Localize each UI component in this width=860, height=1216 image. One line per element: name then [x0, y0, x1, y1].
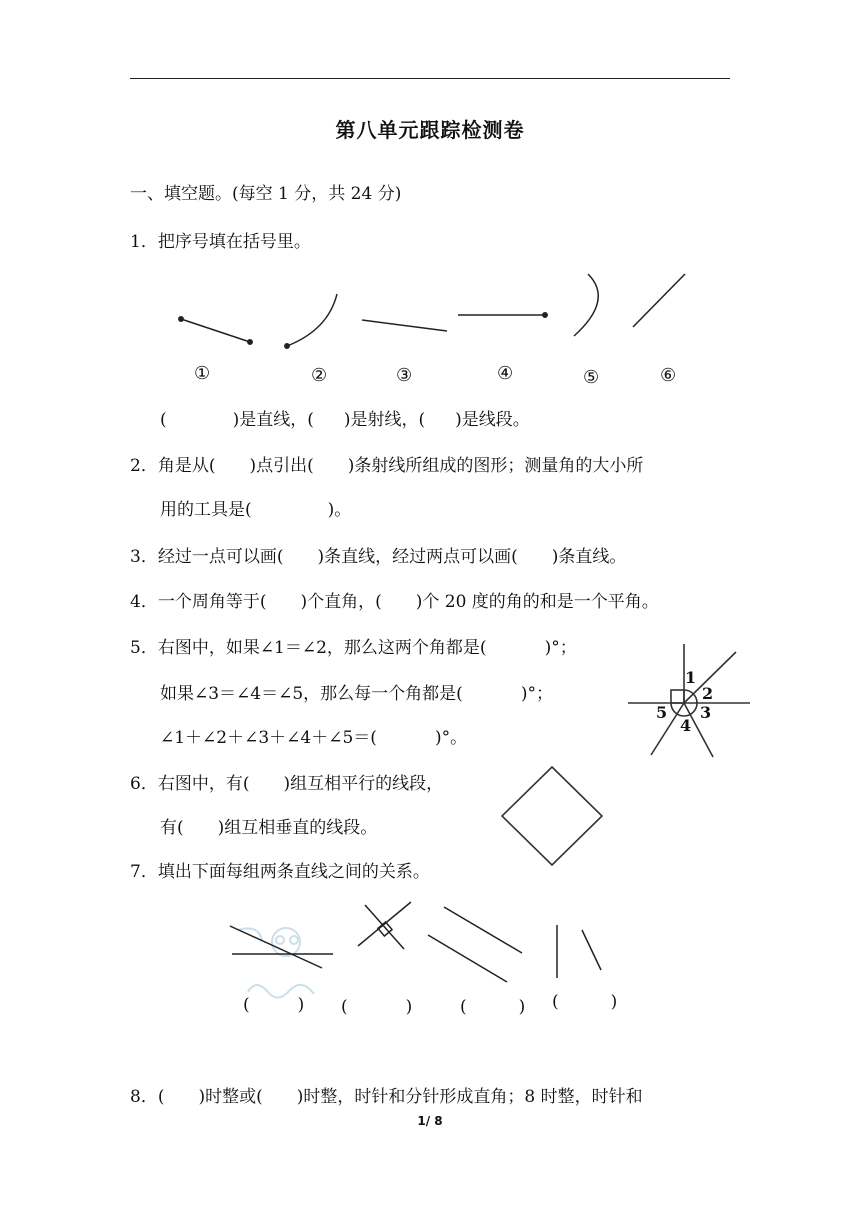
q8-text: )时整，时针和分针形成直角；8 时整，时针和	[296, 1087, 643, 1107]
q3-text: )条直线，经过两点可以画(	[317, 547, 518, 567]
figure-label-3: ③	[396, 365, 413, 386]
q4-text: 4．一个周角等于(	[130, 592, 267, 612]
angle-label-2: 2	[702, 684, 714, 703]
q8-text: 8．(	[130, 1087, 165, 1107]
paren: (	[243, 995, 250, 1015]
answer-text: )是射线，(	[343, 410, 426, 430]
paren: )	[518, 997, 526, 1017]
q8-line	[130, 1085, 643, 1109]
angle-label-1: 1	[685, 668, 697, 687]
angle-label-5: 5	[656, 703, 668, 722]
q2-text: )条射线所组成的图形；测量角的大小所	[347, 456, 644, 476]
answer-text: )是直线，(	[232, 410, 314, 430]
paren: )	[610, 992, 618, 1012]
figure-label-2: ②	[311, 365, 328, 386]
q6-text: )组互相平行的线段，	[283, 774, 444, 794]
q5-text: 如果∠3＝∠4＝∠5，那么每一个角都是(	[160, 684, 463, 704]
page-number: 1/ 8	[417, 1114, 443, 1128]
q7-blank-4	[552, 990, 617, 1014]
q2-text: )点引出(	[249, 456, 314, 476]
paren: (	[341, 997, 348, 1017]
q5-text: 5．右图中，如果∠1＝∠2，那么这两个角都是(	[130, 638, 487, 658]
q7-blank-2	[341, 995, 412, 1019]
figure-label-5: ⑤	[583, 367, 600, 388]
q2-text: )。	[327, 500, 352, 520]
figure-label-1: ①	[194, 363, 211, 384]
paren: )	[405, 997, 413, 1017]
q2-text: 2．角是从(	[130, 456, 216, 476]
q6-text: 6．右图中，有(	[130, 774, 250, 794]
pair-4-line-b	[582, 930, 601, 970]
q4-text: )个 20 度的角的和是一个平角。	[415, 592, 659, 612]
paren: (	[160, 410, 167, 430]
q6-text: )组互相垂直的线段。	[217, 818, 378, 838]
pair-1-line-a	[230, 926, 322, 968]
q3-text: )条直线。	[551, 547, 627, 567]
q7-blank-3	[460, 995, 525, 1019]
paren: (	[460, 997, 467, 1017]
q5-text: ∠1＋∠2＋∠3＋∠4＋∠5＝(	[160, 728, 377, 748]
q4-text: )个直角，(	[300, 592, 382, 612]
q7-stem: 7．填出下面每组两条直线之间的关系。	[130, 862, 430, 882]
q5-text: )°。	[434, 728, 468, 748]
pair-2-line-b	[358, 902, 411, 946]
q1-stem: 1．把序号填在括号里。	[130, 232, 311, 252]
q6-text: 有(	[160, 818, 184, 838]
angle-label-4: 4	[680, 716, 692, 735]
q3-text: 3．经过一点可以画(	[130, 547, 284, 567]
paren: )	[297, 995, 305, 1015]
figure-label-4: ④	[497, 363, 514, 384]
pair-3-line-a	[444, 907, 522, 953]
angle-label-3: 3	[700, 703, 712, 722]
pair-2-line-a	[365, 905, 404, 949]
pair-3-line-b	[428, 935, 507, 982]
q5-text: )°；	[544, 638, 577, 658]
page-title: 第八单元跟踪检测卷	[335, 118, 525, 142]
answer-text: )是线段。	[455, 410, 530, 430]
figure-label-6: ⑥	[660, 365, 677, 386]
q8-text: )时整或(	[198, 1087, 263, 1107]
q7-blank-1	[243, 993, 304, 1017]
q2-text: 用的工具是(	[160, 500, 252, 520]
paren: (	[552, 992, 559, 1012]
section-heading: 一、填空题。(每空 1 分，共 24 分)	[130, 184, 402, 204]
q5-text: )°；	[520, 684, 553, 704]
